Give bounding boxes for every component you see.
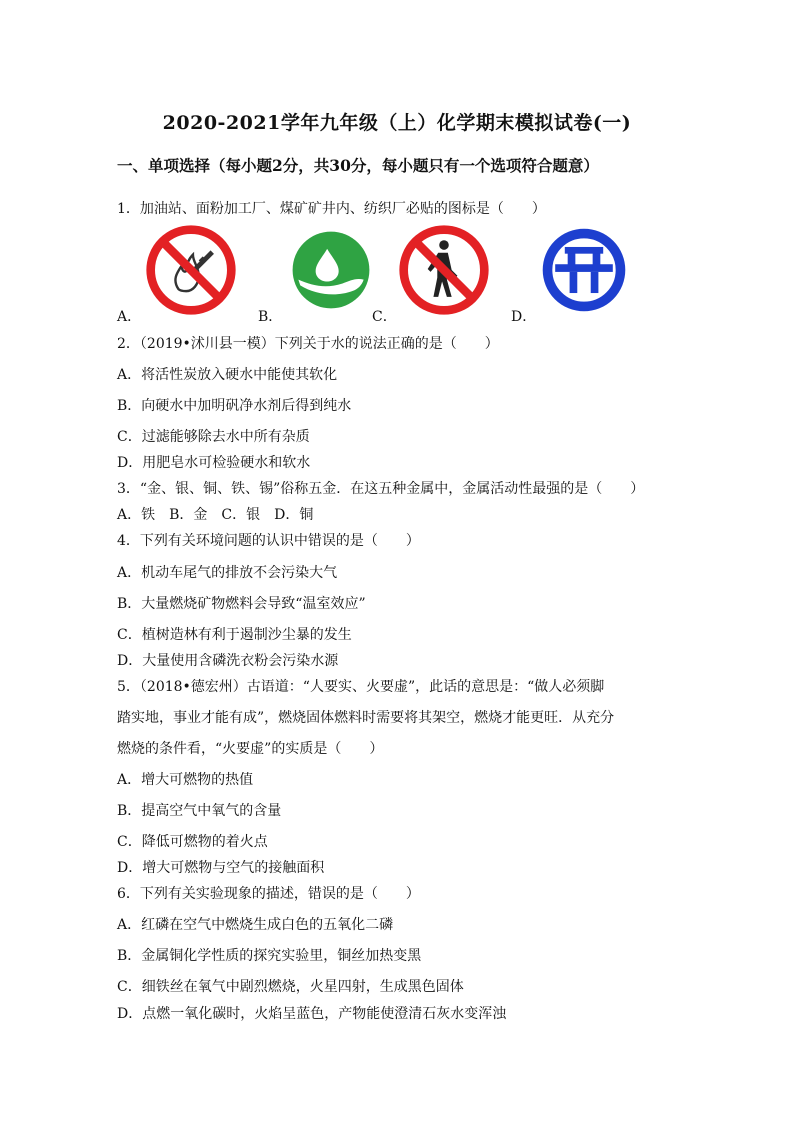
- question-5-stem-line-1: 5．（2018•德宏州）古语道：“人要实、火要虚”，此话的意思是：“做人必须脚: [117, 679, 605, 695]
- q5-option-a: A．增大可燃物的热值: [117, 772, 254, 788]
- q4-option-a: A．机动车尾气的排放不会污染大气: [117, 565, 338, 581]
- q6-option-d: D．点燃一氧化碳时，火焰呈蓝色，产物能使澄清石灰水变浑浊: [117, 1006, 507, 1022]
- q1-option-b-label: B．: [258, 309, 283, 325]
- exam-title: 2020-2021学年九年级（上）化学期末模拟试卷(一): [162, 112, 632, 134]
- q4-option-c: C．植树造林有利于遏制沙尘暴的发生: [117, 627, 352, 643]
- q5-option-c: C．降低可燃物的着火点: [117, 834, 268, 850]
- q3-options: A．铁 B．金 C．银 D．铜: [117, 507, 314, 523]
- question-1-stem: 1．加油站、面粉加工厂、煤矿矿井内、纺织厂必贴的图标是（ ）: [117, 201, 546, 217]
- q1-option-d-label: D．: [511, 309, 537, 325]
- question-4-stem: 4．下列有关环境问题的认识中错误的是（ ）: [117, 533, 420, 549]
- q4-option-b: B．大量燃烧矿物燃料会导致“温室效应”: [117, 596, 366, 612]
- q5-option-b: B．提高空气中氧气的含量: [117, 803, 282, 819]
- q2-option-c: C．过滤能够除去水中所有杂质: [117, 429, 310, 445]
- q6-option-c: C．细铁丝在氧气中剧烈燃烧，火星四射，生成黑色固体: [117, 979, 464, 995]
- question-5-stem-line-3: 燃烧的条件看，“火要虚”的实质是（ ）: [117, 741, 384, 757]
- question-6-stem: 6．下列有关实验现象的描述，错误的是（ ）: [117, 886, 420, 902]
- no-fire-icon: [143, 222, 239, 318]
- section-heading: 一、单项选择（每小题2分，共30分，每小题只有一个选项符合题意）: [117, 156, 599, 175]
- q4-option-d: D．大量使用含磷洗衣粉会污染水源: [117, 653, 339, 669]
- q1-option-c-label: C．: [372, 309, 397, 325]
- q5-option-d: D．增大可燃物与空气的接触面积: [117, 860, 325, 876]
- q2-option-a: A．将活性炭放入硬水中能使其软化: [117, 367, 338, 383]
- question-5-stem-line-2: 踏实地，事业才能有成”，燃烧固体燃料时需要将其架空，燃烧才能更旺．从充分: [117, 710, 615, 726]
- question-2-stem: 2．（2019•沭川县一模）下列关于水的说法正确的是（ ）: [117, 336, 499, 352]
- q6-option-b: B．金属铜化学性质的探究实验里，铜丝加热变黑: [117, 948, 422, 964]
- q2-option-d: D．用肥皂水可检验硬水和软水: [117, 455, 311, 471]
- no-pedestrian-icon: [396, 222, 492, 318]
- q6-option-a: A．红磷在空气中燃烧生成白色的五氧化二磷: [117, 917, 394, 933]
- q1-option-a-label: A．: [117, 309, 142, 325]
- water-saving-icon: [283, 222, 379, 318]
- question-3-stem: 3．“金、银、铜、铁、锡”俗称五金．在这五种金属中，金属活动性最强的是（ ）: [117, 481, 645, 497]
- recycle-logo-icon: [536, 222, 632, 318]
- q2-option-b: B．向硬水中加明矾净水剂后得到纯水: [117, 398, 352, 414]
